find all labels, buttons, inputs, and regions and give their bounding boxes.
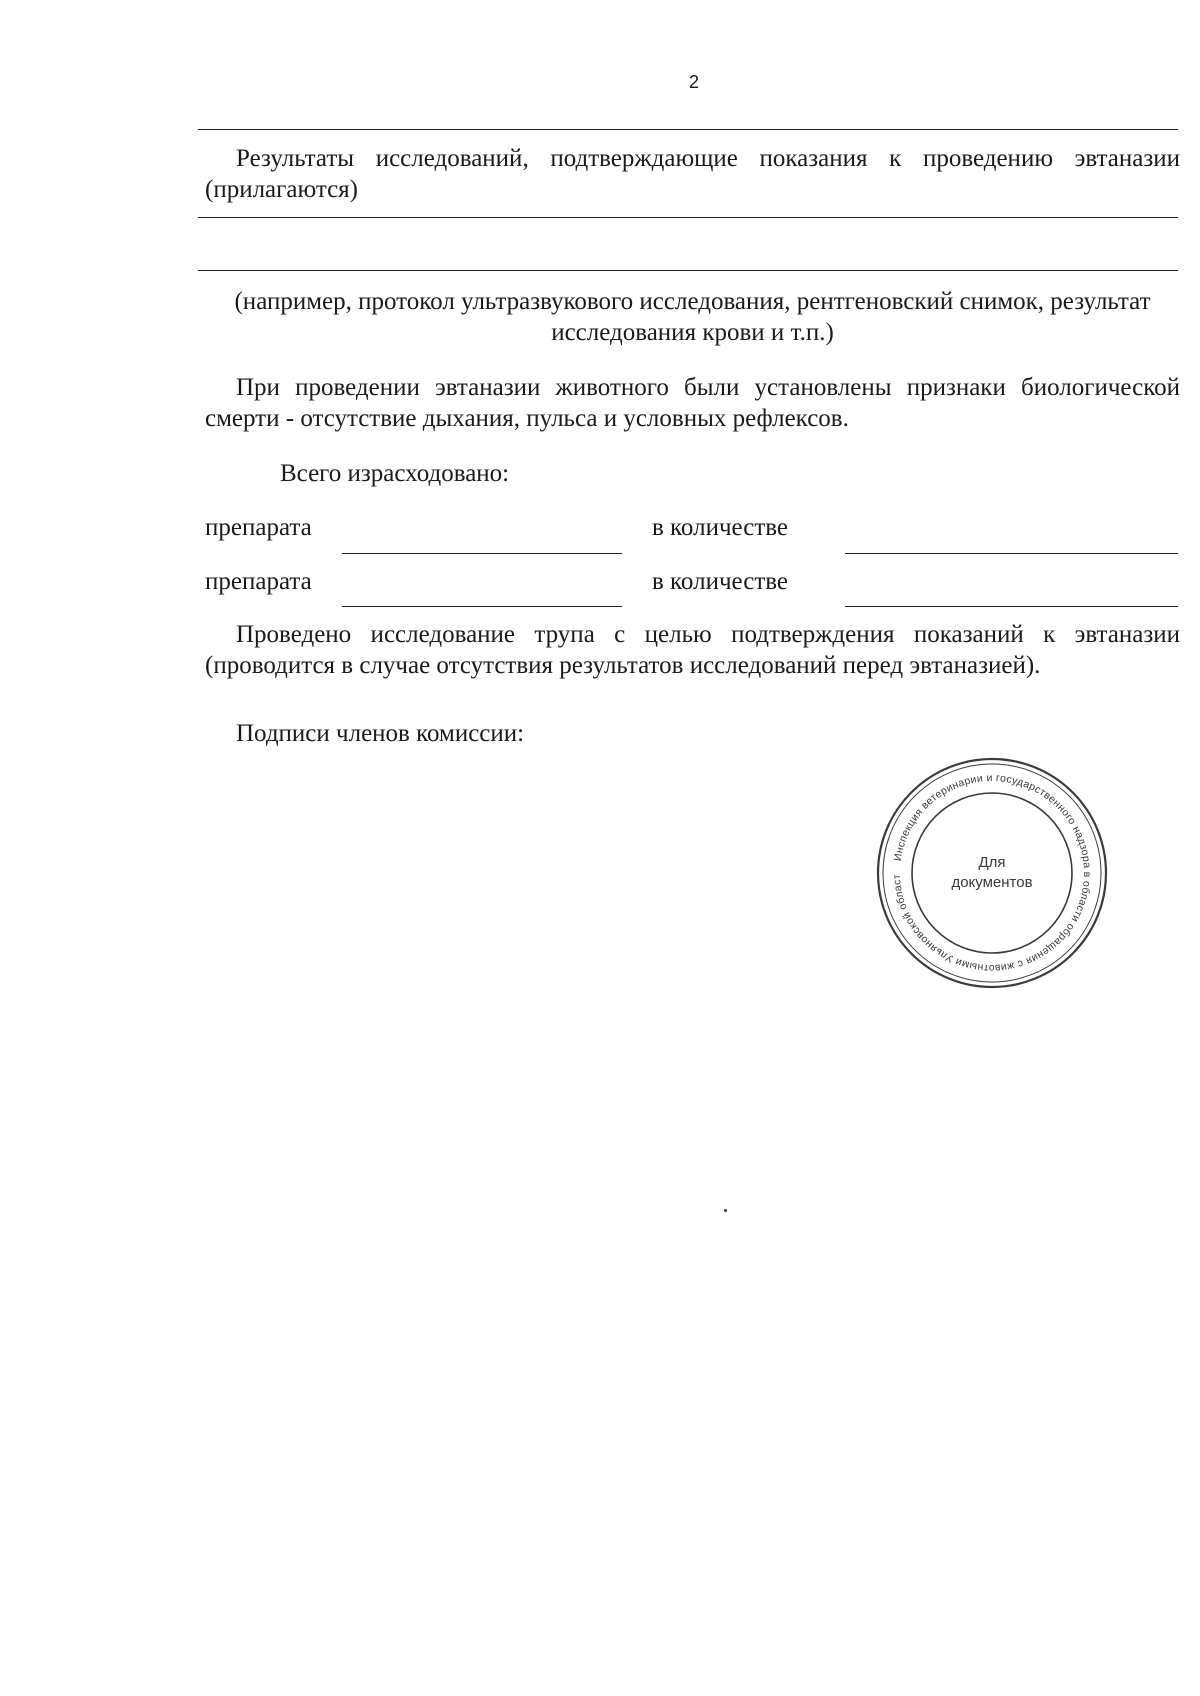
results-paragraph: Результаты исследований, подтверждающие показания к проведению эвтаназии (прилагаются): [205, 145, 1180, 203]
results-example-note: (например, протокол ультразвукового исследования, рентгеновский снимок, результат исследования крови и т.п.): [234, 288, 1151, 346]
quantity-blank[interactable]: [845, 606, 1178, 607]
signatures-heading: Подписи членов комиссии:: [236, 720, 525, 747]
seal-center-line2: документов: [951, 874, 1033, 891]
quantity-label: в количестве: [652, 514, 789, 541]
results-rule-1: [198, 217, 1178, 218]
seal-stamp-graphic: [874, 755, 1110, 991]
scan-speck: [724, 1209, 727, 1212]
drug-label: препарата: [205, 514, 312, 541]
seal-inner-ring: [912, 793, 1072, 953]
seal-center-line1: Для: [978, 854, 1006, 871]
results-rule-2: [198, 270, 1178, 271]
quantity-blank[interactable]: [845, 553, 1178, 554]
top-rule: [198, 129, 1178, 130]
drug-name-blank[interactable]: [342, 606, 622, 607]
page-number: 2: [688, 72, 699, 92]
seal-outer-ring-inner: [883, 764, 1101, 982]
seal-ring-lettering: Инспекция ветеринарии и государственного надзора в области обращения с животными Ульяновской област: [890, 771, 1094, 975]
autopsy-paragraph: Проведено исследование трупа с целью подтверждения показаний к эвтаназии (проводится в случае отсутствия результатов исследований перед эвтаназией).: [205, 621, 1180, 679]
drug-label: препарата: [205, 568, 312, 595]
drug-name-blank[interactable]: [342, 553, 622, 554]
quantity-label: в количестве: [652, 568, 789, 595]
seal-stamp: [874, 755, 1110, 991]
death-signs-paragraph: При проведении эвтаназии животного были установлены признаки биологической смерти - отсутствие дыхания, пульса и условных рефлексов.: [205, 374, 1180, 432]
consumption-heading: Всего израсходовано:: [280, 460, 510, 487]
